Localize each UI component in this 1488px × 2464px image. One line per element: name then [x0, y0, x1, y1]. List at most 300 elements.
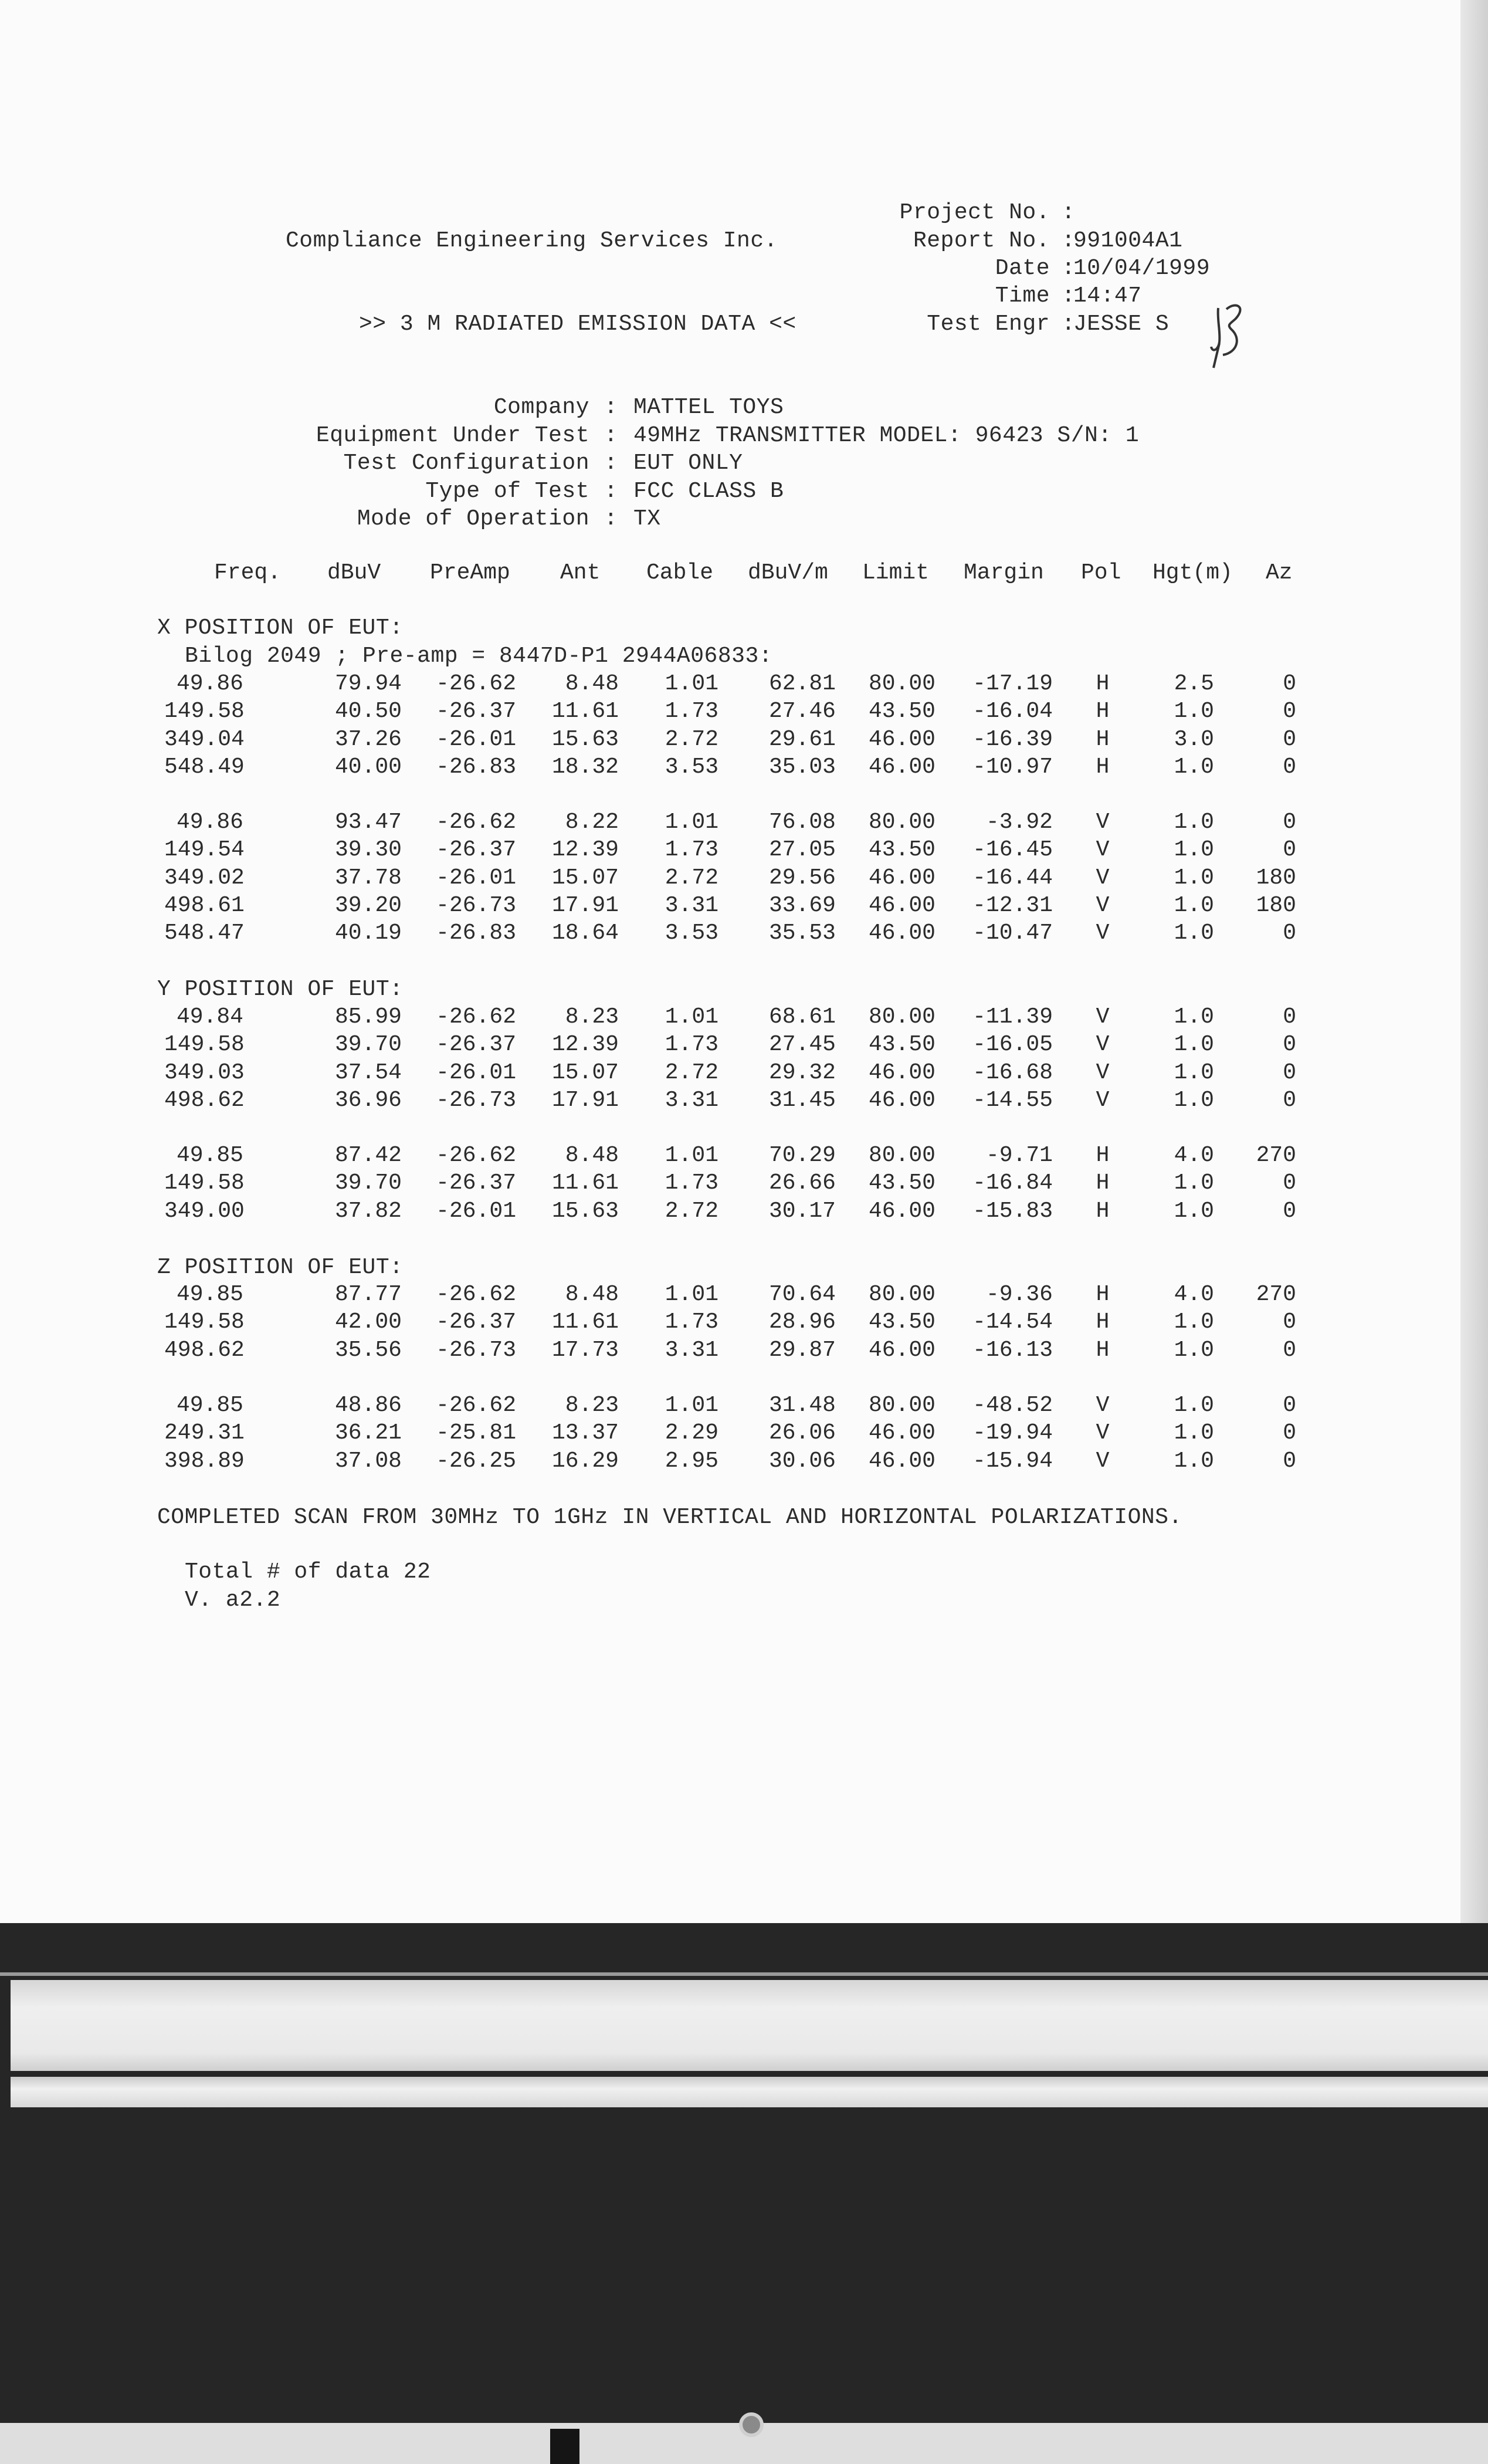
cell-freq: 149.58 [164, 1309, 245, 1335]
cell-pol: H [1096, 699, 1110, 725]
cell-preamp: -26.83 [436, 754, 516, 780]
section-subtitle: Bilog 2049 ; Pre-amp = 8447D-P1 2944A06833: [185, 644, 773, 669]
column-header-freq: Freq. [214, 560, 282, 585]
cell-az: 0 [1283, 1170, 1296, 1196]
cell-preamp: -26.37 [436, 1309, 516, 1335]
cell-dbuv-m: 28.96 [768, 1309, 836, 1335]
table-row [0, 698, 1408, 725]
table-row [0, 1448, 1408, 1475]
cell-ant: 8.23 [565, 1004, 619, 1030]
cell-limit: 80.00 [868, 810, 935, 835]
cell-freq: 498.62 [164, 1087, 245, 1113]
cell-limit: 80.00 [868, 1393, 935, 1418]
header-field-label: Time [995, 283, 1050, 309]
table-row [0, 1420, 1408, 1447]
cell-dbuv: 37.26 [334, 726, 402, 752]
cell-pol: H [1096, 1337, 1110, 1363]
cell-az: 0 [1283, 810, 1296, 835]
cell-cable: 3.31 [665, 892, 718, 918]
cell-preamp: -26.62 [436, 1143, 516, 1168]
cell-cable: 1.01 [665, 1004, 718, 1030]
cell-hgt: 1.0 [1174, 920, 1214, 946]
cell-dbuv: 40.00 [334, 754, 402, 780]
cell-hgt: 1.0 [1174, 892, 1214, 918]
column-header-az: Az [1266, 560, 1293, 585]
cell-az: 180 [1256, 892, 1296, 918]
cell-margin: -14.55 [972, 1087, 1053, 1113]
cell-margin: -3.92 [985, 810, 1053, 835]
cell-hgt: 1.0 [1174, 1337, 1214, 1363]
header-field-colon: : [1062, 200, 1076, 225]
cell-limit: 46.00 [868, 865, 935, 891]
cell-ant: 8.48 [565, 1143, 619, 1168]
cell-dbuv: 37.08 [334, 1448, 402, 1474]
cell-dbuv-m: 26.06 [768, 1420, 836, 1446]
cell-cable: 1.01 [665, 810, 718, 835]
cell-preamp: -26.37 [436, 1032, 516, 1058]
cell-ant: 12.39 [551, 837, 619, 863]
cell-dbuv: 42.00 [334, 1309, 402, 1335]
cell-margin: -16.13 [972, 1337, 1053, 1363]
table-row [0, 1392, 1408, 1419]
section-title: X POSITION OF EUT: [157, 615, 404, 641]
cell-ant: 15.63 [551, 1198, 619, 1224]
table-row [0, 809, 1408, 836]
cell-dbuv: 93.47 [334, 810, 402, 835]
cell-dbuv: 40.50 [334, 699, 402, 725]
cell-az: 0 [1283, 1309, 1296, 1335]
table-row [0, 1087, 1408, 1114]
cell-az: 0 [1283, 1060, 1296, 1085]
cell-dbuv: 36.96 [334, 1087, 402, 1113]
cell-hgt: 1.0 [1174, 1004, 1214, 1030]
cell-limit: 46.00 [868, 892, 935, 918]
info-value: MATTEL TOYS [633, 395, 784, 420]
cell-cable: 2.72 [665, 1198, 718, 1224]
header-field-colon: : [1062, 283, 1076, 309]
cell-margin: -9.71 [985, 1143, 1053, 1168]
cell-dbuv-m: 30.17 [768, 1198, 836, 1224]
table-row [0, 1031, 1408, 1058]
cell-limit: 46.00 [868, 1337, 935, 1363]
cell-dbuv-m: 70.29 [768, 1143, 836, 1168]
cell-dbuv: 37.78 [334, 865, 402, 891]
cell-limit: 46.00 [868, 1087, 935, 1113]
header-field-value: 10/04/1999 [1073, 256, 1211, 281]
info-colon: : [604, 479, 618, 504]
company-title: Compliance Engineering Services Inc. [286, 228, 778, 253]
cell-hgt: 4.0 [1174, 1282, 1214, 1307]
cell-pol: V [1096, 1420, 1110, 1446]
cell-pol: V [1096, 837, 1110, 863]
column-header-limit: Limit [862, 560, 930, 585]
cell-dbuv-m: 62.81 [768, 671, 836, 696]
total-data-count: Total # of data 22 [185, 1559, 431, 1585]
cell-ant: 15.07 [551, 865, 619, 891]
cell-preamp: -26.01 [436, 1060, 516, 1085]
cell-preamp: -26.62 [436, 810, 516, 835]
cell-freq: 149.58 [164, 699, 245, 725]
table-row [0, 671, 1408, 698]
info-label: Equipment Under Test [316, 423, 589, 448]
table-row [0, 1198, 1408, 1225]
info-label: Company [493, 395, 589, 420]
scanner-lamp-bar [11, 1980, 1488, 2071]
cell-hgt: 1.0 [1174, 1309, 1214, 1335]
cell-limit: 80.00 [868, 671, 935, 696]
cell-preamp: -26.62 [436, 1004, 516, 1030]
cell-az: 0 [1283, 1337, 1296, 1363]
header-field-value: JESSE S [1073, 312, 1170, 337]
cell-cable: 1.73 [665, 837, 718, 863]
column-header-hgt: Hgt(m) [1153, 560, 1233, 585]
cell-dbuv: 40.19 [334, 920, 402, 946]
cell-dbuv-m: 31.48 [768, 1393, 836, 1418]
info-colon: : [604, 395, 618, 420]
cell-dbuv-m: 31.45 [768, 1087, 836, 1113]
cell-hgt: 1.0 [1174, 810, 1214, 835]
cell-dbuv: 37.54 [334, 1060, 402, 1085]
cell-dbuv: 79.94 [334, 671, 402, 696]
cell-hgt: 1.0 [1174, 1393, 1214, 1418]
cell-pol: V [1096, 1004, 1110, 1030]
cell-freq: 149.54 [164, 837, 245, 863]
header-field-colon: : [1062, 256, 1076, 281]
cell-limit: 43.50 [868, 699, 935, 725]
cell-az: 0 [1283, 671, 1296, 696]
cell-pol: H [1096, 1309, 1110, 1335]
cell-pol: V [1096, 1393, 1110, 1418]
table-header-row [0, 560, 1408, 587]
cell-hgt: 4.0 [1174, 1143, 1214, 1168]
header-field-label: Date [995, 256, 1050, 281]
cell-pol: V [1096, 892, 1110, 918]
cell-dbuv-m: 27.46 [768, 699, 836, 725]
info-colon: : [604, 423, 618, 448]
cell-hgt: 1.0 [1174, 754, 1214, 780]
info-value: TX [633, 506, 661, 532]
table-row [0, 920, 1408, 947]
scanner-tab [550, 2429, 579, 2464]
cell-limit: 80.00 [868, 1282, 935, 1307]
cell-preamp: -26.73 [436, 892, 516, 918]
table-row [0, 1309, 1408, 1336]
cell-pol: H [1096, 671, 1110, 696]
cell-ant: 15.63 [551, 726, 619, 752]
cell-dbuv-m: 26.66 [768, 1170, 836, 1196]
cell-freq: 49.86 [176, 671, 243, 696]
table-row [0, 1337, 1408, 1364]
cell-hgt: 1.0 [1174, 1170, 1214, 1196]
scanner-knob [739, 2412, 764, 2437]
cell-preamp: -26.25 [436, 1448, 516, 1474]
cell-az: 270 [1256, 1143, 1296, 1168]
cell-az: 0 [1283, 1198, 1296, 1224]
cell-dbuv-m: 35.53 [768, 920, 836, 946]
header-field-value: 14:47 [1073, 283, 1142, 309]
cell-pol: H [1096, 1198, 1110, 1224]
header-field-label: Project No. [899, 200, 1050, 225]
scanner-guide-bar [11, 2077, 1488, 2107]
cell-preamp: -26.37 [436, 699, 516, 725]
cell-dbuv-m: 70.64 [768, 1282, 836, 1307]
cell-margin: -11.39 [972, 1004, 1053, 1030]
table-row [0, 837, 1408, 864]
cell-dbuv-m: 35.03 [768, 754, 836, 780]
cell-cable: 1.73 [665, 1309, 718, 1335]
cell-az: 0 [1283, 726, 1296, 752]
cell-dbuv: 35.56 [334, 1337, 402, 1363]
table-row [0, 892, 1408, 919]
cell-limit: 80.00 [868, 1143, 935, 1168]
cell-dbuv: 39.70 [334, 1170, 402, 1196]
completed-scan-note: COMPLETED SCAN FROM 30MHz TO 1GHz IN VERTICAL AND HORIZONTAL POLARIZATIONS. [157, 1505, 1182, 1530]
cell-ant: 12.39 [551, 1032, 619, 1058]
cell-limit: 46.00 [868, 1448, 935, 1474]
info-colon: : [604, 506, 618, 532]
cell-freq: 149.58 [164, 1170, 245, 1196]
cell-margin: -14.54 [972, 1309, 1053, 1335]
cell-az: 0 [1283, 1393, 1296, 1418]
cell-cable: 1.73 [665, 1170, 718, 1196]
cell-preamp: -26.73 [436, 1337, 516, 1363]
cell-margin: -16.68 [972, 1060, 1053, 1085]
cell-az: 0 [1283, 1420, 1296, 1446]
cell-freq: 349.03 [164, 1060, 245, 1085]
cell-pol: H [1096, 1143, 1110, 1168]
cell-az: 0 [1283, 754, 1296, 780]
cell-cable: 1.01 [665, 671, 718, 696]
cell-freq: 249.31 [164, 1420, 245, 1446]
cell-limit: 46.00 [868, 726, 935, 752]
cell-cable: 2.72 [665, 1060, 718, 1085]
cell-margin: -10.47 [972, 920, 1053, 946]
cell-pol: V [1096, 1087, 1110, 1113]
cell-dbuv: 87.77 [334, 1282, 402, 1307]
column-header-dbuv-m: dBuV/m [748, 560, 828, 585]
cell-margin: -48.52 [972, 1393, 1053, 1418]
cell-dbuv-m: 29.32 [768, 1060, 836, 1085]
cell-dbuv-m: 29.87 [768, 1337, 836, 1363]
cell-limit: 46.00 [868, 1198, 935, 1224]
cell-freq: 49.85 [176, 1143, 243, 1168]
cell-margin: -16.45 [972, 837, 1053, 863]
cell-pol: H [1096, 726, 1110, 752]
cell-hgt: 1.0 [1174, 1420, 1214, 1446]
cell-margin: -15.94 [972, 1448, 1053, 1474]
cell-limit: 46.00 [868, 920, 935, 946]
cell-hgt: 1.0 [1174, 865, 1214, 891]
cell-preamp: -26.62 [436, 1393, 516, 1418]
scanner-rail-line [0, 1972, 1488, 1976]
cell-limit: 43.50 [868, 837, 935, 863]
cell-limit: 43.50 [868, 1170, 935, 1196]
cell-cable: 2.29 [665, 1420, 718, 1446]
info-label: Mode of Operation [357, 506, 589, 532]
info-value: FCC CLASS B [633, 479, 784, 504]
cell-freq: 548.47 [164, 920, 245, 946]
version-label: V. a2.2 [185, 1588, 281, 1613]
cell-dbuv-m: 68.61 [768, 1004, 836, 1030]
cell-freq: 149.58 [164, 1032, 245, 1058]
column-header-margin: Margin [964, 560, 1044, 585]
cell-az: 0 [1283, 1032, 1296, 1058]
cell-pol: V [1096, 865, 1110, 891]
table-row [0, 1004, 1408, 1031]
cell-limit: 80.00 [868, 1004, 935, 1030]
cell-freq: 49.85 [176, 1282, 243, 1307]
cell-cable: 3.31 [665, 1087, 718, 1113]
cell-cable: 1.73 [665, 699, 718, 725]
info-value: 49MHz TRANSMITTER MODEL: 96423 S/N: 1 [633, 423, 1140, 448]
cell-hgt: 2.5 [1174, 671, 1214, 696]
cell-ant: 11.61 [551, 699, 619, 725]
cell-margin: -19.94 [972, 1420, 1053, 1446]
cell-dbuv-m: 29.61 [768, 726, 836, 752]
table-row [0, 1281, 1408, 1308]
cell-az: 0 [1283, 837, 1296, 863]
cell-ant: 16.29 [551, 1448, 619, 1474]
cell-hgt: 1.0 [1174, 837, 1214, 863]
cell-cable: 1.01 [665, 1143, 718, 1168]
cell-preamp: -26.37 [436, 837, 516, 863]
cell-dbuv-m: 27.45 [768, 1032, 836, 1058]
cell-cable: 2.72 [665, 726, 718, 752]
cell-dbuv: 39.20 [334, 892, 402, 918]
cell-freq: 349.04 [164, 726, 245, 752]
header-field-colon: : [1062, 228, 1076, 253]
section-title: Z POSITION OF EUT: [157, 1255, 404, 1280]
table-row [0, 1142, 1408, 1169]
cell-freq: 49.84 [176, 1004, 243, 1030]
cell-hgt: 1.0 [1174, 1032, 1214, 1058]
cell-hgt: 1.0 [1174, 1087, 1214, 1113]
cell-margin: -9.36 [985, 1282, 1053, 1307]
cell-preamp: -25.81 [436, 1420, 516, 1446]
cell-dbuv: 39.70 [334, 1032, 402, 1058]
cell-margin: -15.83 [972, 1198, 1053, 1224]
cell-ant: 17.73 [551, 1337, 619, 1363]
cell-ant: 18.32 [551, 754, 619, 780]
cell-ant: 18.64 [551, 920, 619, 946]
cell-dbuv: 87.42 [334, 1143, 402, 1168]
column-header-ant: Ant [560, 560, 601, 585]
cell-ant: 8.23 [565, 1393, 619, 1418]
cell-preamp: -26.73 [436, 1087, 516, 1113]
cell-hgt: 1.0 [1174, 1448, 1214, 1474]
cell-pol: V [1096, 1032, 1110, 1058]
cell-pol: V [1096, 1448, 1110, 1474]
cell-az: 180 [1256, 865, 1296, 891]
cell-limit: 43.50 [868, 1032, 935, 1058]
info-label: Test Configuration [343, 451, 589, 476]
cell-cable: 3.31 [665, 1337, 718, 1363]
signature-initials [1205, 296, 1258, 373]
cell-cable: 1.73 [665, 1032, 718, 1058]
cell-preamp: -26.01 [436, 1198, 516, 1224]
table-row [0, 1060, 1408, 1087]
cell-preamp: -26.83 [436, 920, 516, 946]
cell-ant: 11.61 [551, 1170, 619, 1196]
cell-pol: H [1096, 1282, 1110, 1307]
section-title: Y POSITION OF EUT: [157, 977, 404, 1002]
table-row [0, 865, 1408, 892]
cell-dbuv-m: 76.08 [768, 810, 836, 835]
cell-cable: 3.53 [665, 920, 718, 946]
cell-margin: -16.39 [972, 726, 1053, 752]
cell-margin: -12.31 [972, 892, 1053, 918]
cell-limit: 46.00 [868, 1420, 935, 1446]
cell-limit: 43.50 [868, 1309, 935, 1335]
cell-pol: H [1096, 1170, 1110, 1196]
cell-hgt: 3.0 [1174, 726, 1214, 752]
cell-preamp: -26.62 [436, 1282, 516, 1307]
cell-pol: V [1096, 1060, 1110, 1085]
cell-margin: -16.84 [972, 1170, 1053, 1196]
cell-pol: V [1096, 920, 1110, 946]
cell-az: 0 [1283, 699, 1296, 725]
header-field-value: 991004A1 [1073, 228, 1183, 253]
info-colon: : [604, 451, 618, 476]
cell-ant: 8.48 [565, 1282, 619, 1307]
cell-pol: V [1096, 810, 1110, 835]
cell-cable: 2.72 [665, 865, 718, 891]
cell-dbuv-m: 33.69 [768, 892, 836, 918]
cell-ant: 15.07 [551, 1060, 619, 1085]
cell-az: 0 [1283, 1087, 1296, 1113]
cell-cable: 3.53 [665, 754, 718, 780]
cell-preamp: -26.01 [436, 865, 516, 891]
cell-preamp: -26.37 [436, 1170, 516, 1196]
cell-dbuv: 39.30 [334, 837, 402, 863]
cell-az: 0 [1283, 1004, 1296, 1030]
header-field-label: Report No. [913, 228, 1050, 253]
cell-margin: -16.44 [972, 865, 1053, 891]
header-field-label: Test Engr [927, 312, 1050, 337]
cell-pol: H [1096, 754, 1110, 780]
cell-az: 0 [1283, 920, 1296, 946]
table-row [0, 1170, 1408, 1197]
cell-cable: 1.01 [665, 1393, 718, 1418]
cell-dbuv: 85.99 [334, 1004, 402, 1030]
cell-freq: 349.00 [164, 1198, 245, 1224]
cell-preamp: -26.62 [436, 671, 516, 696]
cell-freq: 49.86 [176, 810, 243, 835]
cell-margin: -17.19 [972, 671, 1053, 696]
cell-cable: 1.01 [665, 1282, 718, 1307]
cell-preamp: -26.01 [436, 726, 516, 752]
cell-az: 270 [1256, 1282, 1296, 1307]
report-title: >> 3 M RADIATED EMISSION DATA << [359, 312, 796, 337]
info-label: Type of Test [425, 479, 589, 504]
column-header-dbuv: dBuV [327, 560, 381, 585]
cell-freq: 398.89 [164, 1448, 245, 1474]
cell-hgt: 1.0 [1174, 699, 1214, 725]
header-field-colon: : [1062, 312, 1076, 337]
cell-ant: 11.61 [551, 1309, 619, 1335]
cell-limit: 46.00 [868, 1060, 935, 1085]
cell-ant: 13.37 [551, 1420, 619, 1446]
cell-margin: -10.97 [972, 754, 1053, 780]
table-row [0, 754, 1408, 781]
cell-dbuv: 37.82 [334, 1198, 402, 1224]
cell-dbuv-m: 29.56 [768, 865, 836, 891]
page-edge-shadow [1460, 0, 1488, 1923]
info-value: EUT ONLY [633, 451, 743, 476]
cell-cable: 2.95 [665, 1448, 718, 1474]
cell-freq: 349.02 [164, 865, 245, 891]
cell-margin: -16.05 [972, 1032, 1053, 1058]
